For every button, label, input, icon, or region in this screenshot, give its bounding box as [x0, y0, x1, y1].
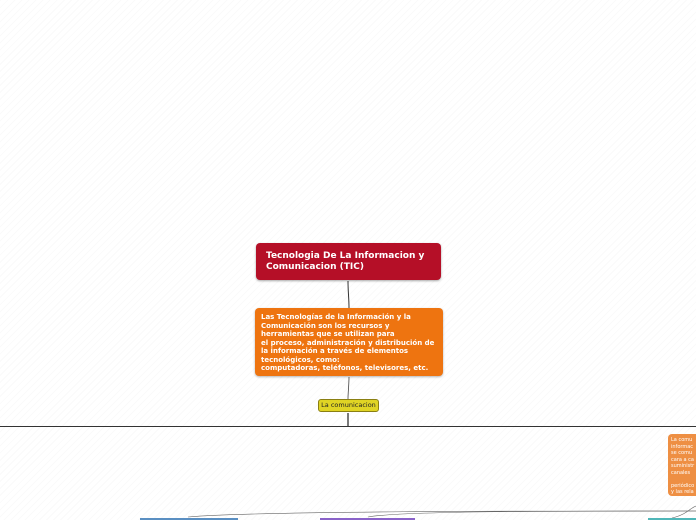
connector-branch-left [188, 511, 696, 517]
central-topic-node[interactable] [256, 243, 441, 280]
connector-definition-to-topic [348, 377, 349, 399]
definition-node[interactable]: Las Tecnologías de la Información y la Comunicación son los recursos y herramientas que se utilizan para el proceso, administración y distribución de la información a través de elementos tecnológicos, como: computadoras, teléfonos, televisores, etc. [255, 308, 443, 376]
connector-root-to-definition [348, 281, 349, 308]
central-topic-text: Tecnologia De La Informacion y Comunicacion (TIC) [266, 251, 425, 272]
side-note-node[interactable]: La comu informac se comu cara a ca suministr canales periódico y las rela [668, 434, 696, 496]
subtopic-node-la-comunicacion[interactable] [318, 399, 379, 412]
connector-branch-right [672, 506, 696, 518]
subtopic-text: La comunicacion [321, 401, 376, 409]
horizontal-divider-line [0, 426, 696, 427]
